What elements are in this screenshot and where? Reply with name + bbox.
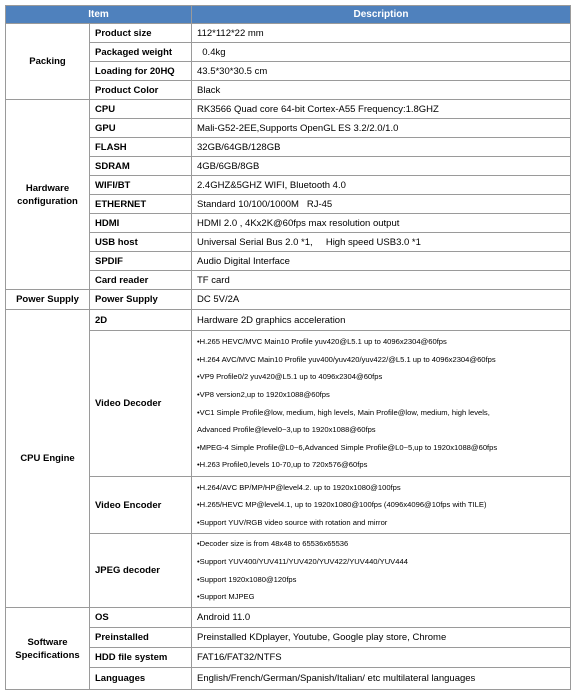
list-item: •Support YUV/RGB video source with rotation and mirror [197, 517, 388, 527]
list-item: •Support MJPEG [197, 592, 255, 602]
row-value: 4GB/6GB/8GB [192, 157, 571, 176]
row-value: Mali-G52-2EE,Supports OpenGL ES 3.2/2.0/1.0 [192, 119, 571, 138]
table-header-row [6, 6, 571, 24]
list-item: •H.264 AVC/MVC Main10 Profile yuv400/yuv420/yuv422/@L5.1 up to 4096x2304@60fps [197, 354, 496, 364]
row-value: Universal Serial Bus 2.0 *1, High speed USB3.0 *1 [192, 233, 571, 252]
row-label: FLASH [90, 138, 192, 157]
jpeg-decoder-list [192, 534, 571, 608]
list-item: •VP9 Profile0/2 yuv420@L5.1 up to 4096x2304@60fps [197, 372, 383, 382]
list-item: •Support YUV400/YUV411/YUV420/YUV422/YUV440/YUV444 [197, 556, 408, 566]
row-label: Video Encoder [90, 477, 192, 534]
row-label: SPDIF [90, 252, 192, 271]
row-label: 2D [90, 310, 192, 331]
header-description: Description [192, 6, 571, 24]
group-cpu-engine: CPU Engine [6, 310, 90, 608]
row-value: RK3566 Quad core 64-bit Cortex-A55 Frequency:1.8GHZ [192, 100, 571, 119]
row-value: 112*112*22 mm [192, 24, 571, 43]
list-item: •H.264/AVC BP/MP/HP@level4.2. up to 1920x1080@100fps [197, 482, 401, 492]
list-item: •H.265/HEVC MP@level4.1, up to 1920x1080@100fps (4096x4096@10fps with TILE) [197, 500, 487, 510]
row-label: ETHERNET [90, 195, 192, 214]
table-row [6, 310, 571, 331]
row-value: TF card [192, 271, 571, 290]
list-item: •H.265 HEVC/MVC Main10 Profile yuv420@L5.1 up to 4096x2304@60fps [197, 337, 447, 347]
row-value: 0.4kg [192, 43, 571, 62]
row-label: GPU [90, 119, 192, 138]
row-label: OS [90, 608, 192, 628]
table-row [6, 233, 571, 252]
row-label: Packaged weight [90, 43, 192, 62]
list-item: Advanced Profile@level0~3,up to 1920x1088@60fps [197, 425, 376, 435]
row-value: Standard 10/100/1000M RJ-45 [192, 195, 571, 214]
list-item: •MPEG-4 Simple Profile@L0~6,Advanced Simple Profile@L0~5,up to 1920x1088@60fps [197, 442, 498, 452]
table-row [6, 62, 571, 81]
video-encoder-list [192, 477, 571, 534]
row-label: WIFI/BT [90, 176, 192, 195]
list-item: •H.263 Profile0,levels 10-70,up to 720x576@60fps [197, 460, 368, 470]
table-row [6, 271, 571, 290]
table-row [6, 608, 571, 628]
table-row [6, 628, 571, 648]
row-value: Preinstalled KDplayer, Youtube, Google play store, Chrome [192, 628, 571, 648]
row-value: Android 11.0 [192, 608, 571, 628]
row-label: USB host [90, 233, 192, 252]
row-label: Loading for 20HQ [90, 62, 192, 81]
row-label: SDRAM [90, 157, 192, 176]
row-value: 43.5*30*30.5 cm [192, 62, 571, 81]
table-row [6, 331, 571, 477]
row-value: 2.4GHZ&5GHZ WIFI, Bluetooth 4.0 [192, 176, 571, 195]
table-row [6, 214, 571, 233]
table-row [6, 138, 571, 157]
row-label: Product Color [90, 81, 192, 100]
list-item: •Support 1920x1080@120fps [197, 574, 297, 584]
row-label: JPEG decoder [90, 534, 192, 608]
row-value: FAT16/FAT32/NTFS [192, 648, 571, 668]
spec-table [5, 5, 571, 690]
list-item: •VC1 Simple Profile@low, medium, high levels, Main Profile@low, medium, high levels, [197, 407, 490, 417]
row-value: English/French/German/Spanish/Italian/ etc multilateral languages [192, 668, 571, 690]
table-row [6, 157, 571, 176]
row-label: Product size [90, 24, 192, 43]
row-value: Hardware 2D graphics acceleration [192, 310, 571, 331]
table-row [6, 119, 571, 138]
table-row [6, 668, 571, 690]
table-row [6, 100, 571, 119]
row-value: Black [192, 81, 571, 100]
row-value: Audio Digital Interface [192, 252, 571, 271]
list-item: •Decoder size is from 48x48 to 65536x65536 [197, 539, 349, 549]
row-value: 32GB/64GB/128GB [192, 138, 571, 157]
row-value: HDMI 2.0 , 4Kx2K@60fps max resolution output [192, 214, 571, 233]
table-row [6, 290, 571, 310]
video-decoder-list [192, 331, 571, 477]
group-software-specifications: Software Specifications [6, 608, 90, 690]
table-row [6, 176, 571, 195]
table-row [6, 252, 571, 271]
row-label: HDD file system [90, 648, 192, 668]
group-hardware-configuration: Hardware configuration [6, 100, 90, 290]
table-row [6, 195, 571, 214]
list-item: •VP8 version2,up to 1920x1088@60fps [197, 389, 330, 399]
row-label: Video Decoder [90, 331, 192, 477]
table-row [6, 534, 571, 608]
table-row [6, 24, 571, 43]
table-row [6, 477, 571, 534]
table-row [6, 81, 571, 100]
row-label: CPU [90, 100, 192, 119]
header-item: Item [6, 6, 192, 24]
row-label: Power Supply [90, 290, 192, 310]
table-row [6, 648, 571, 668]
row-value: DC 5V/2A [192, 290, 571, 310]
row-label: Languages [90, 668, 192, 690]
group-packing: Packing [6, 24, 90, 100]
row-label: Card reader [90, 271, 192, 290]
table-row [6, 43, 571, 62]
row-label: Preinstalled [90, 628, 192, 648]
row-label: HDMI [90, 214, 192, 233]
group-power-supply: Power Supply [6, 290, 90, 310]
